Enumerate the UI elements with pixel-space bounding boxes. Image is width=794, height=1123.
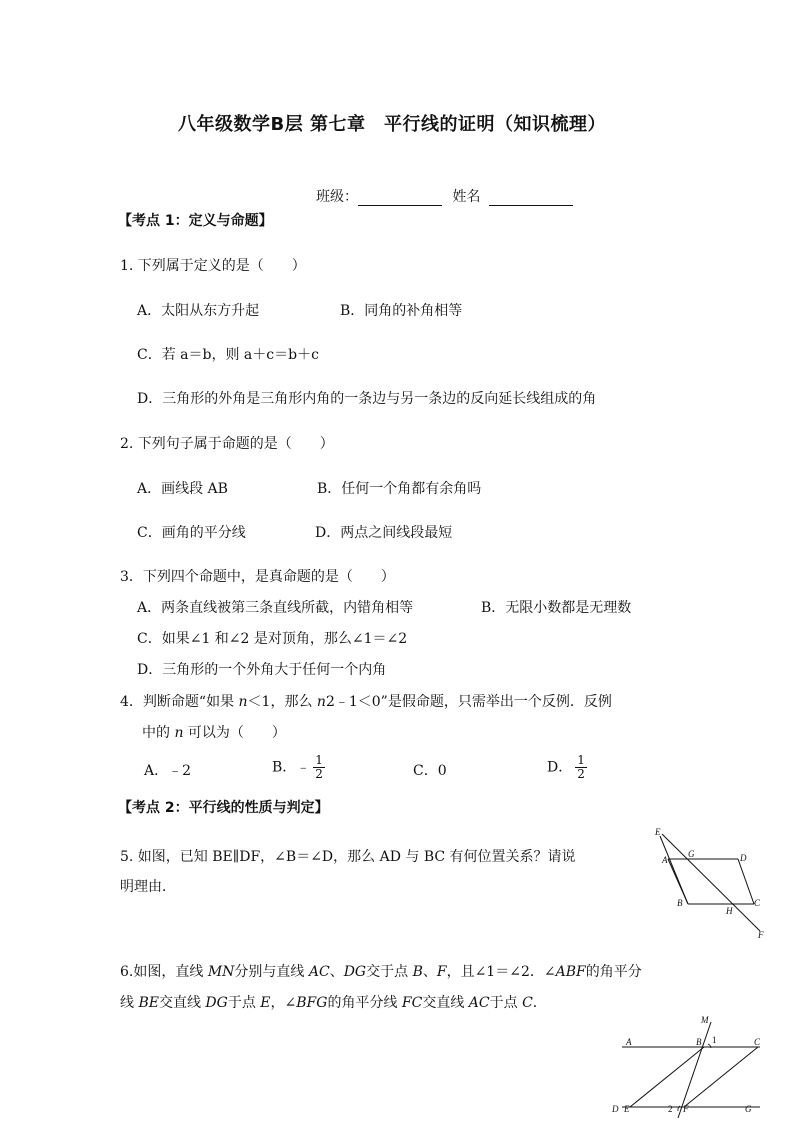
q6-figure	[608, 1012, 768, 1120]
label-D: D	[740, 853, 747, 863]
label-B: B	[677, 898, 683, 908]
label-C: C	[754, 898, 761, 908]
q1-option-d[interactable]: D．三角形的外角是三角形内角的一条边与另一条边的反向延长线组成的角	[137, 391, 597, 407]
q6-stem-line2: 线 BE交直线 DG于点 E，∠BFG的角平分线 FC交直线 AC于点 C．	[120, 995, 547, 1011]
label-D: D	[612, 1104, 619, 1114]
q4-option-c[interactable]: C．0	[413, 763, 447, 779]
q2-option-c[interactable]: C．画角的平分线	[137, 525, 246, 541]
section-heading: 【考点 1：定义与命题】	[118, 213, 273, 229]
q1-option-c[interactable]: C．若 a＝b，则 a＋c＝b＋c	[137, 347, 319, 363]
section-heading: 【考点 2：平行线的性质与判定】	[118, 800, 329, 816]
q2-option-b[interactable]: B．任何一个角都有余角吗	[317, 481, 482, 497]
page-title: 八年级数学B层 第七章 平行线的证明（知识梳理）	[178, 114, 606, 135]
label-E: E	[655, 827, 661, 837]
label-M: M	[701, 1015, 709, 1025]
q1-option-b[interactable]: B．同角的补角相等	[340, 303, 463, 319]
q4-option-b[interactable]: B．﹣ $\frac{1}{2}$	[272, 753, 323, 781]
q4-option-a[interactable]: A．﹣2	[144, 763, 192, 779]
label-A: A	[626, 1037, 632, 1047]
line-DC	[738, 859, 754, 904]
q3-option-a[interactable]: A．两条直线被第三条直线所截，内错角相等	[137, 600, 414, 616]
q2-option-d[interactable]: D．两点之间线段最短	[315, 525, 453, 541]
q5-stem-line2: 明理由．	[120, 879, 176, 895]
line-FC	[684, 1047, 758, 1107]
q3-stem: 3．下列四个命题中，是真命题的是（ ）	[120, 569, 395, 585]
class-label: 班级：	[316, 189, 358, 205]
q5-stem: 5. 如图，已知 BE∥DF，∠B＝∠D，那么 AD 与 BC 有何位置关系？请说	[120, 849, 576, 865]
q4-option-d[interactable]: D． $\frac{1}{2}$	[547, 753, 585, 781]
q3-option-c[interactable]: C．如果∠1 和∠2 是对顶角，那么∠1＝∠2	[137, 631, 408, 647]
label-B: B	[696, 1037, 702, 1047]
q3-option-b[interactable]: B．无限小数都是无理数	[481, 600, 632, 616]
q5-figure	[650, 822, 780, 944]
q2-option-a[interactable]: A．画线段 AB	[137, 481, 228, 497]
line-EF	[662, 834, 760, 931]
q3-option-d[interactable]: D．三角形的一个外角大于任何一个内角	[137, 662, 387, 678]
q4-stem: 4．判断命题“如果 n＜1，那么 n2﹣1＜0”是假命题，只需举出一个反例．反例	[120, 694, 612, 710]
line-BE	[630, 1047, 704, 1107]
fraction: $\frac{1}{2}$	[315, 753, 323, 781]
label-F: F	[758, 930, 764, 940]
label-1: 1	[712, 1035, 717, 1045]
q1-option-a[interactable]: A．太阳从东方升起	[137, 303, 260, 319]
label-E: E	[624, 1104, 630, 1114]
label-G: G	[688, 849, 695, 859]
label-C: C	[754, 1037, 761, 1047]
q2-stem: 2. 下列句子属于命题的是（ ）	[120, 436, 334, 452]
name-blank[interactable]	[489, 191, 573, 206]
student-info	[316, 186, 573, 206]
class-blank[interactable]	[358, 191, 442, 206]
label-2: 2	[668, 1104, 673, 1114]
label-H: H	[726, 906, 733, 916]
fraction: $\frac{1}{2}$	[577, 753, 585, 781]
q1-stem: 1. 下列属于定义的是（ ）	[120, 258, 306, 274]
name-label: 姓名	[452, 189, 481, 205]
label-F: F	[683, 1104, 689, 1114]
q4-stem-line2: 中的 n 可以为（ ）	[142, 725, 286, 741]
label-G: G	[745, 1104, 752, 1114]
q6-stem: 6.如图，直线 MN分别与直线 AC、DG交于点 B、F，且∠1＝∠2．∠ABF的角平分	[120, 964, 642, 980]
label-A: A	[662, 855, 668, 865]
